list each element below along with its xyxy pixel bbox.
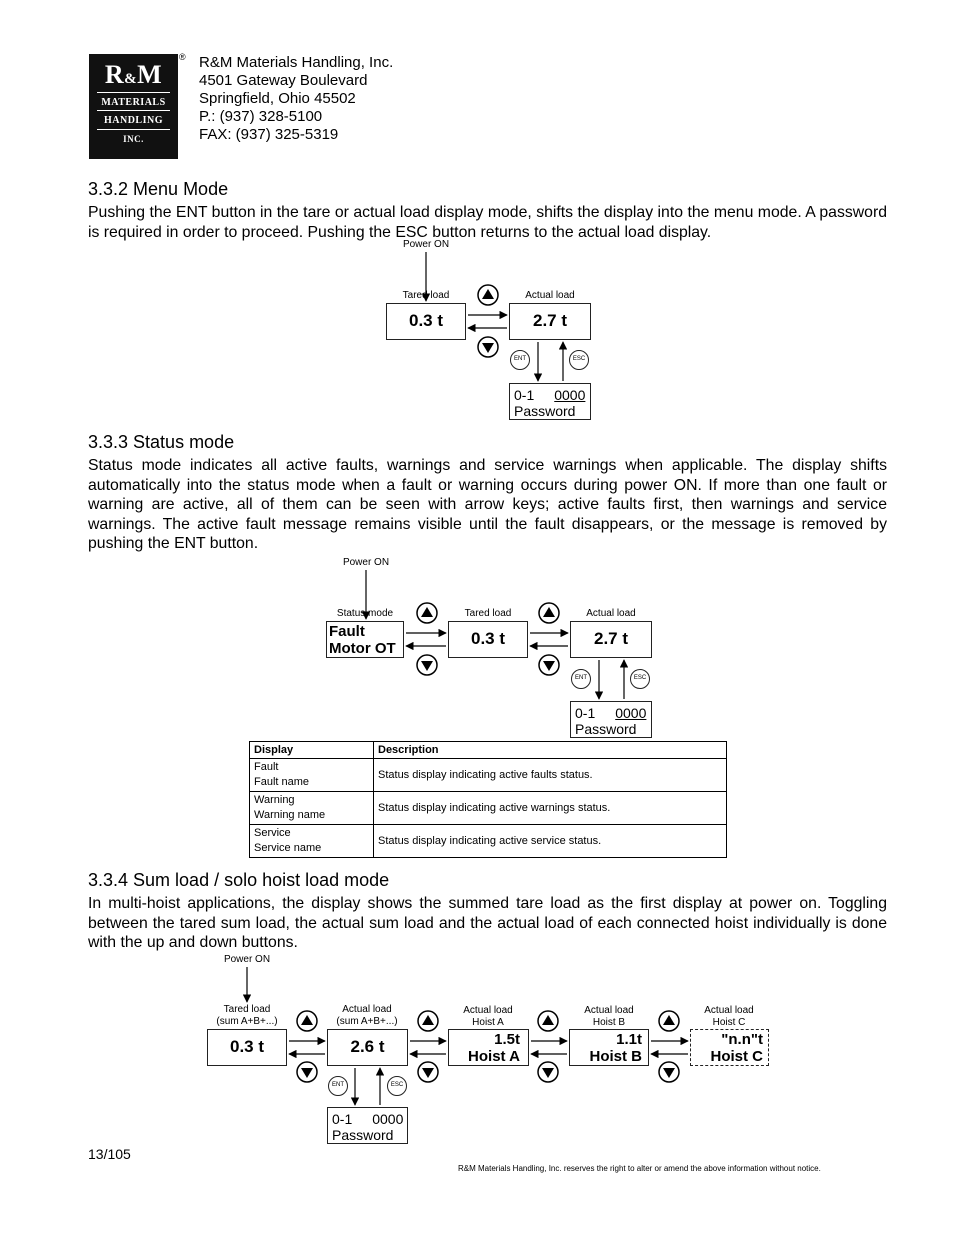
- actual-load-label: Actual load: [586, 608, 636, 619]
- down-button-icon[interactable]: [538, 1062, 558, 1082]
- company-logo: R&M MATERIALS HANDLING INC.: [89, 54, 178, 159]
- up-button-icon[interactable]: [417, 603, 437, 623]
- actual-load-display: 2.7 t: [570, 621, 652, 658]
- display-cell: Warning Warning name: [250, 792, 374, 825]
- actual-load-display: 2.7 t: [509, 303, 591, 340]
- registered-mark: ®: [179, 52, 186, 62]
- up-button-icon[interactable]: [478, 285, 498, 305]
- power-on-label: Power ON: [342, 557, 390, 568]
- hoist-c-display: "n.n"t Hoist C: [690, 1029, 769, 1066]
- down-button-icon[interactable]: [297, 1062, 317, 1082]
- sum-load-paragraph: In multi-hoist applications, the display shows the summed tare load as the first display at power on. Toggling between the tared sum load, the actual sum load and the actual load of each connected hoist individually is done with the up and down buttons.: [88, 895, 887, 951]
- column-header-description: Description: [374, 742, 727, 759]
- esc-button[interactable]: ESC: [630, 669, 650, 689]
- down-button-icon[interactable]: [418, 1062, 438, 1082]
- actual-sum-display: 2.6 t: [327, 1029, 408, 1066]
- box3-label: Actual load Hoist A: [463, 1005, 513, 1028]
- display-cell: Service Service name: [250, 825, 374, 858]
- password-display: 0-1 0000 Password: [570, 701, 652, 738]
- box4-label: Actual load Hoist B: [584, 1005, 634, 1028]
- down-button-icon[interactable]: [659, 1062, 679, 1082]
- section-heading-sum-load: 3.3.4 Sum load / solo hoist load mode: [88, 870, 390, 890]
- box5-label: Actual load Hoist C: [704, 1005, 754, 1028]
- company-name: R&M Materials Handling, Inc.: [199, 54, 394, 71]
- display-cell: Fault Fault name: [250, 759, 374, 792]
- description-cell: Status display indicating active warnings status.: [374, 792, 727, 825]
- box1-label: Tared load (sum A+B+...): [216, 1004, 278, 1027]
- city: Springfield, Ohio 45502: [199, 90, 356, 107]
- fax: FAX: (937) 325-5319: [199, 126, 339, 143]
- up-button-icon[interactable]: [418, 1011, 438, 1031]
- section-heading-status-mode: 3.3.3 Status mode: [88, 432, 235, 452]
- status-display: Fault Motor OT: [326, 621, 404, 658]
- ent-button[interactable]: ENT: [510, 350, 530, 370]
- tared-sum-display: 0.3 t: [207, 1029, 287, 1066]
- status-mode-label: Status mode: [336, 608, 394, 619]
- footer-disclaimer: R&M Materials Handling, Inc. reserves the right to alter or amend the above information without notice.: [458, 1164, 821, 1173]
- ent-button[interactable]: ENT: [571, 669, 591, 689]
- password-display: 0-1 0000 Password: [327, 1107, 408, 1144]
- up-button-icon[interactable]: [297, 1011, 317, 1031]
- hoist-a-display: 1.5t Hoist A: [448, 1029, 529, 1066]
- page-number: 13/105: [88, 1146, 131, 1162]
- password-display: 0-1 0000 Password: [509, 383, 591, 420]
- section-heading-menu-mode: 3.3.2 Menu Mode: [88, 179, 229, 199]
- box2-label: Actual load (sum A+B+...): [336, 1004, 398, 1027]
- description-cell: Status display indicating active faults status.: [374, 759, 727, 792]
- menu-mode-paragraph: Pushing the ENT button in the tare or actual load display mode, shifts the display into the menu mode. A password is required in order to proceed. Pushing the ESC button returns to the actual load display.: [88, 204, 887, 241]
- ent-button[interactable]: ENT: [328, 1076, 348, 1096]
- tared-load-label: Tared load: [402, 290, 450, 301]
- tared-load-display: 0.3 t: [386, 303, 466, 340]
- power-on-label: Power ON: [223, 954, 271, 965]
- actual-load-label: Actual load: [525, 290, 575, 301]
- status-mode-paragraph: Status mode indicates all active faults, warnings and service warnings when applicable. The display shifts automatically into the status mode when a fault or warning occurs during power ON. If more than one fault or warning are active, all of them can be seen with arrow keys; active faults first, then warnings and service warnings. The active fault message remains visible until the fault disappears, or the message is removed by pushing the ENT button.: [88, 457, 887, 552]
- up-button-icon[interactable]: [538, 1011, 558, 1031]
- up-button-icon[interactable]: [659, 1011, 679, 1031]
- down-button-icon[interactable]: [478, 337, 498, 357]
- street: 4501 Gateway Boulevard: [199, 72, 368, 89]
- down-button-icon[interactable]: [417, 655, 437, 675]
- esc-button[interactable]: ESC: [569, 350, 589, 370]
- phone: P.: (937) 328-5100: [199, 108, 323, 125]
- down-button-icon[interactable]: [539, 655, 559, 675]
- tared-load-label: Tared load: [464, 608, 512, 619]
- column-header-display: Display: [250, 742, 374, 759]
- up-button-icon[interactable]: [539, 603, 559, 623]
- esc-button[interactable]: ESC: [387, 1076, 407, 1096]
- description-cell: Status display indicating active service status.: [374, 825, 727, 858]
- power-on-label: Power ON: [402, 239, 450, 250]
- hoist-b-display: 1.1t Hoist B: [569, 1029, 649, 1066]
- tared-load-display: 0.3 t: [448, 621, 528, 658]
